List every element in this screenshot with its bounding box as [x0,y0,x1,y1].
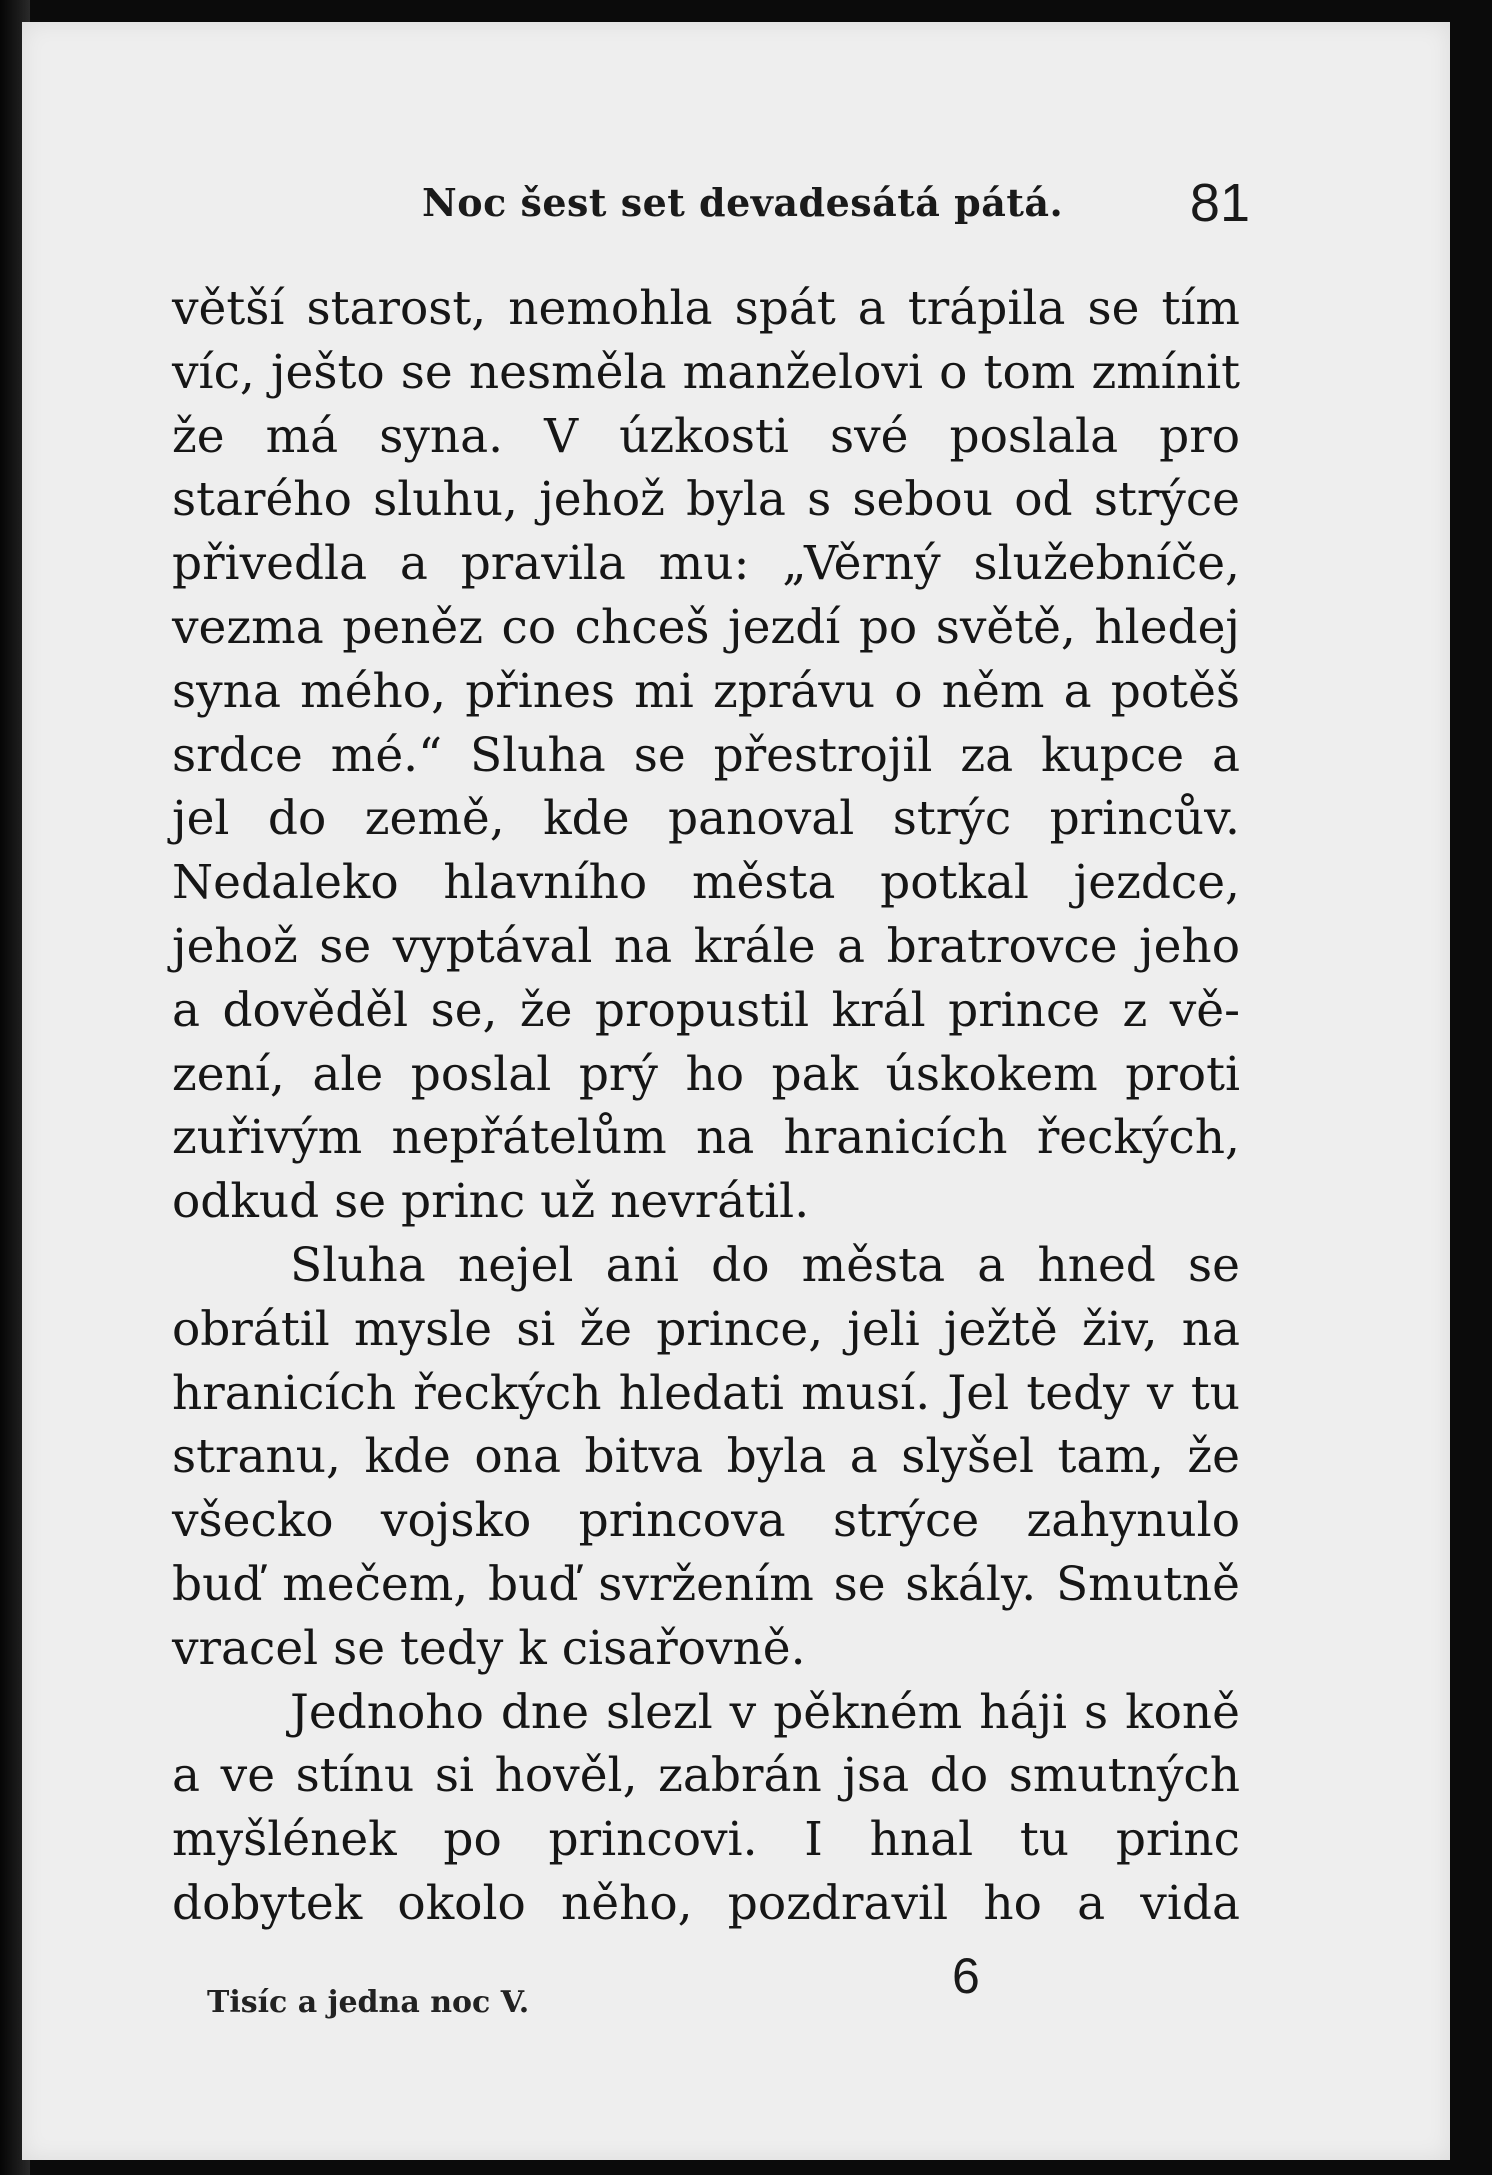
text-line: dobytek okolo něho, pozdravil ho a vida [172,1875,1240,1931]
text-line: všecko vojsko princova strýce zahynulo [172,1493,1240,1549]
printer-signature: Tisíc a jedna noc V. [207,1985,530,2020]
page-header [422,172,1250,233]
text-line: že má syna. V úzkosti své poslala pro [172,408,1240,464]
text-line: buď mečem, buď svržením se skály. Smutně [172,1556,1240,1612]
text-line: odkud se princ už nevrátil. [172,1174,810,1230]
running-title: Noc šest set devadesátá pátá. [422,180,1064,225]
text-line: stranu, kde ona bitva byla a slyšel tam, že [172,1429,1240,1485]
text-line: zení, ale poslal prý ho pak úskokem proti [172,1046,1240,1102]
sheet-number: 6 [952,1948,980,2004]
text-line: vracel se tedy k cisařovně. [172,1620,806,1676]
text-line: větší starost, nemohla spát a trápila se tím [172,281,1240,336]
text-line: jehož se vyptával na krále a bratrovce jeho [172,918,1240,974]
text-line: myšlének po princovi. I hnal tu princ [172,1812,1240,1868]
body-text [172,277,1240,1936]
page-footer [207,1947,1007,2020]
book-page [22,22,1450,2160]
text-line: Jednoho dne slezl v pěkném háji s koně [290,1684,1240,1740]
page-number: 81 [1189,173,1250,233]
text-line: zuřivým nepřátelům na hranicích řeckých, [172,1110,1240,1166]
text-line: vezma peněz co chceš jezdí po světě, hledej [172,599,1240,655]
text-line: starého sluhu, jehož byla s sebou od strýce [172,472,1240,528]
text-line: syna mého, přines mi zprávu o něm a potěš [172,663,1240,719]
text-line: a ve stínu si hověl, zabrán jsa do smutných [172,1748,1240,1804]
text-line: Nedaleko hlavního města potkal jezdce, [172,855,1240,911]
text-line: přivedla a pravila mu: „Věrný služebníče, [172,536,1240,592]
text-line: hranicích řeckých hledati musí. Jel tedy v tu [172,1365,1240,1421]
text-line: obrátil mysle si že prince, jeli ježtě živ, na [172,1301,1240,1357]
text-line: víc, ješto se nesměla manželovi o tom zmínit [172,344,1240,400]
text-line: jel do země, kde panoval strýc princův. [172,791,1240,847]
text-line: Sluha nejel ani do města a hned se [290,1237,1240,1293]
text-line: a dověděl se, že propustil král prince z vě- [172,982,1240,1038]
text-line: srdce mé.“ Sluha se přestrojil za kupce a [172,727,1240,783]
